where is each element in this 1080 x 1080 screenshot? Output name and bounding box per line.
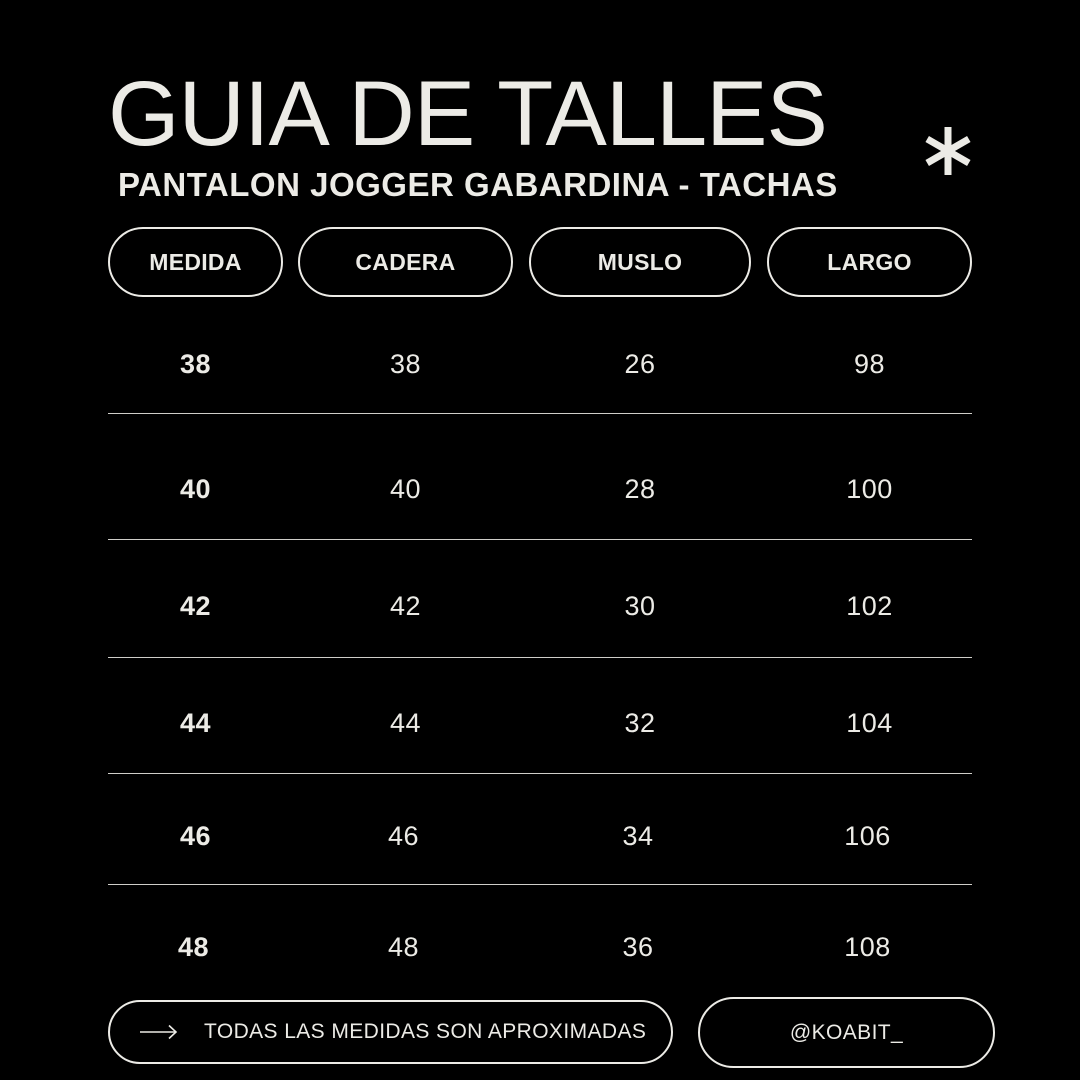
size-cell: 48 [177,932,210,962]
table-row [108,806,972,866]
disclaimer-note [108,1000,673,1064]
size-cell: 38 [179,349,212,379]
column-header-medida: MEDIDA [108,227,283,297]
largo-cell: 100 [846,474,893,504]
table-row [108,917,972,977]
social-handle-text: @KOABIT_ [789,1020,904,1044]
table-row [108,576,972,636]
row-divider [108,539,972,540]
asterisk-icon [922,125,974,177]
muslo-cell: 32 [624,708,656,738]
row-divider [108,884,972,885]
row-divider [108,657,972,658]
muslo-cell: 26 [624,349,656,379]
cadera-cell: 40 [389,474,422,504]
size-cell: 40 [179,474,212,504]
largo-cell: 102 [846,591,893,621]
size-cell: 46 [179,821,212,851]
page-title: GUIA DE TALLES [108,63,827,165]
table-row [108,459,972,519]
cadera-cell: 38 [389,349,422,379]
row-divider [108,413,972,414]
largo-cell: 104 [846,708,893,738]
muslo-cell: 28 [624,474,656,504]
table-row [108,334,972,394]
disclaimer-text: TODAS LAS MEDIDAS SON APROXIMADAS [204,1020,647,1043]
cadera-cell: 42 [389,591,422,621]
muslo-cell: 34 [622,821,654,851]
arrow-right-icon [140,1024,178,1040]
muslo-cell: 36 [622,932,654,962]
muslo-cell: 30 [624,591,656,621]
cadera-cell: 48 [387,932,420,962]
largo-cell: 98 [853,349,886,379]
largo-cell: 108 [844,932,891,962]
column-header-cadera: CADERA [298,227,513,297]
row-divider [108,773,972,774]
size-cell: 44 [179,708,212,738]
product-subtitle: PANTALON JOGGER GABARDINA - TACHAS [118,166,838,203]
cadera-cell: 44 [389,708,422,738]
cadera-cell: 46 [387,821,420,851]
column-header-muslo: MUSLO [529,227,751,297]
size-cell: 42 [179,591,212,621]
largo-cell: 106 [844,821,891,851]
column-header-largo: LARGO [767,227,972,297]
social-handle-badge [698,997,995,1068]
table-row [108,693,972,753]
